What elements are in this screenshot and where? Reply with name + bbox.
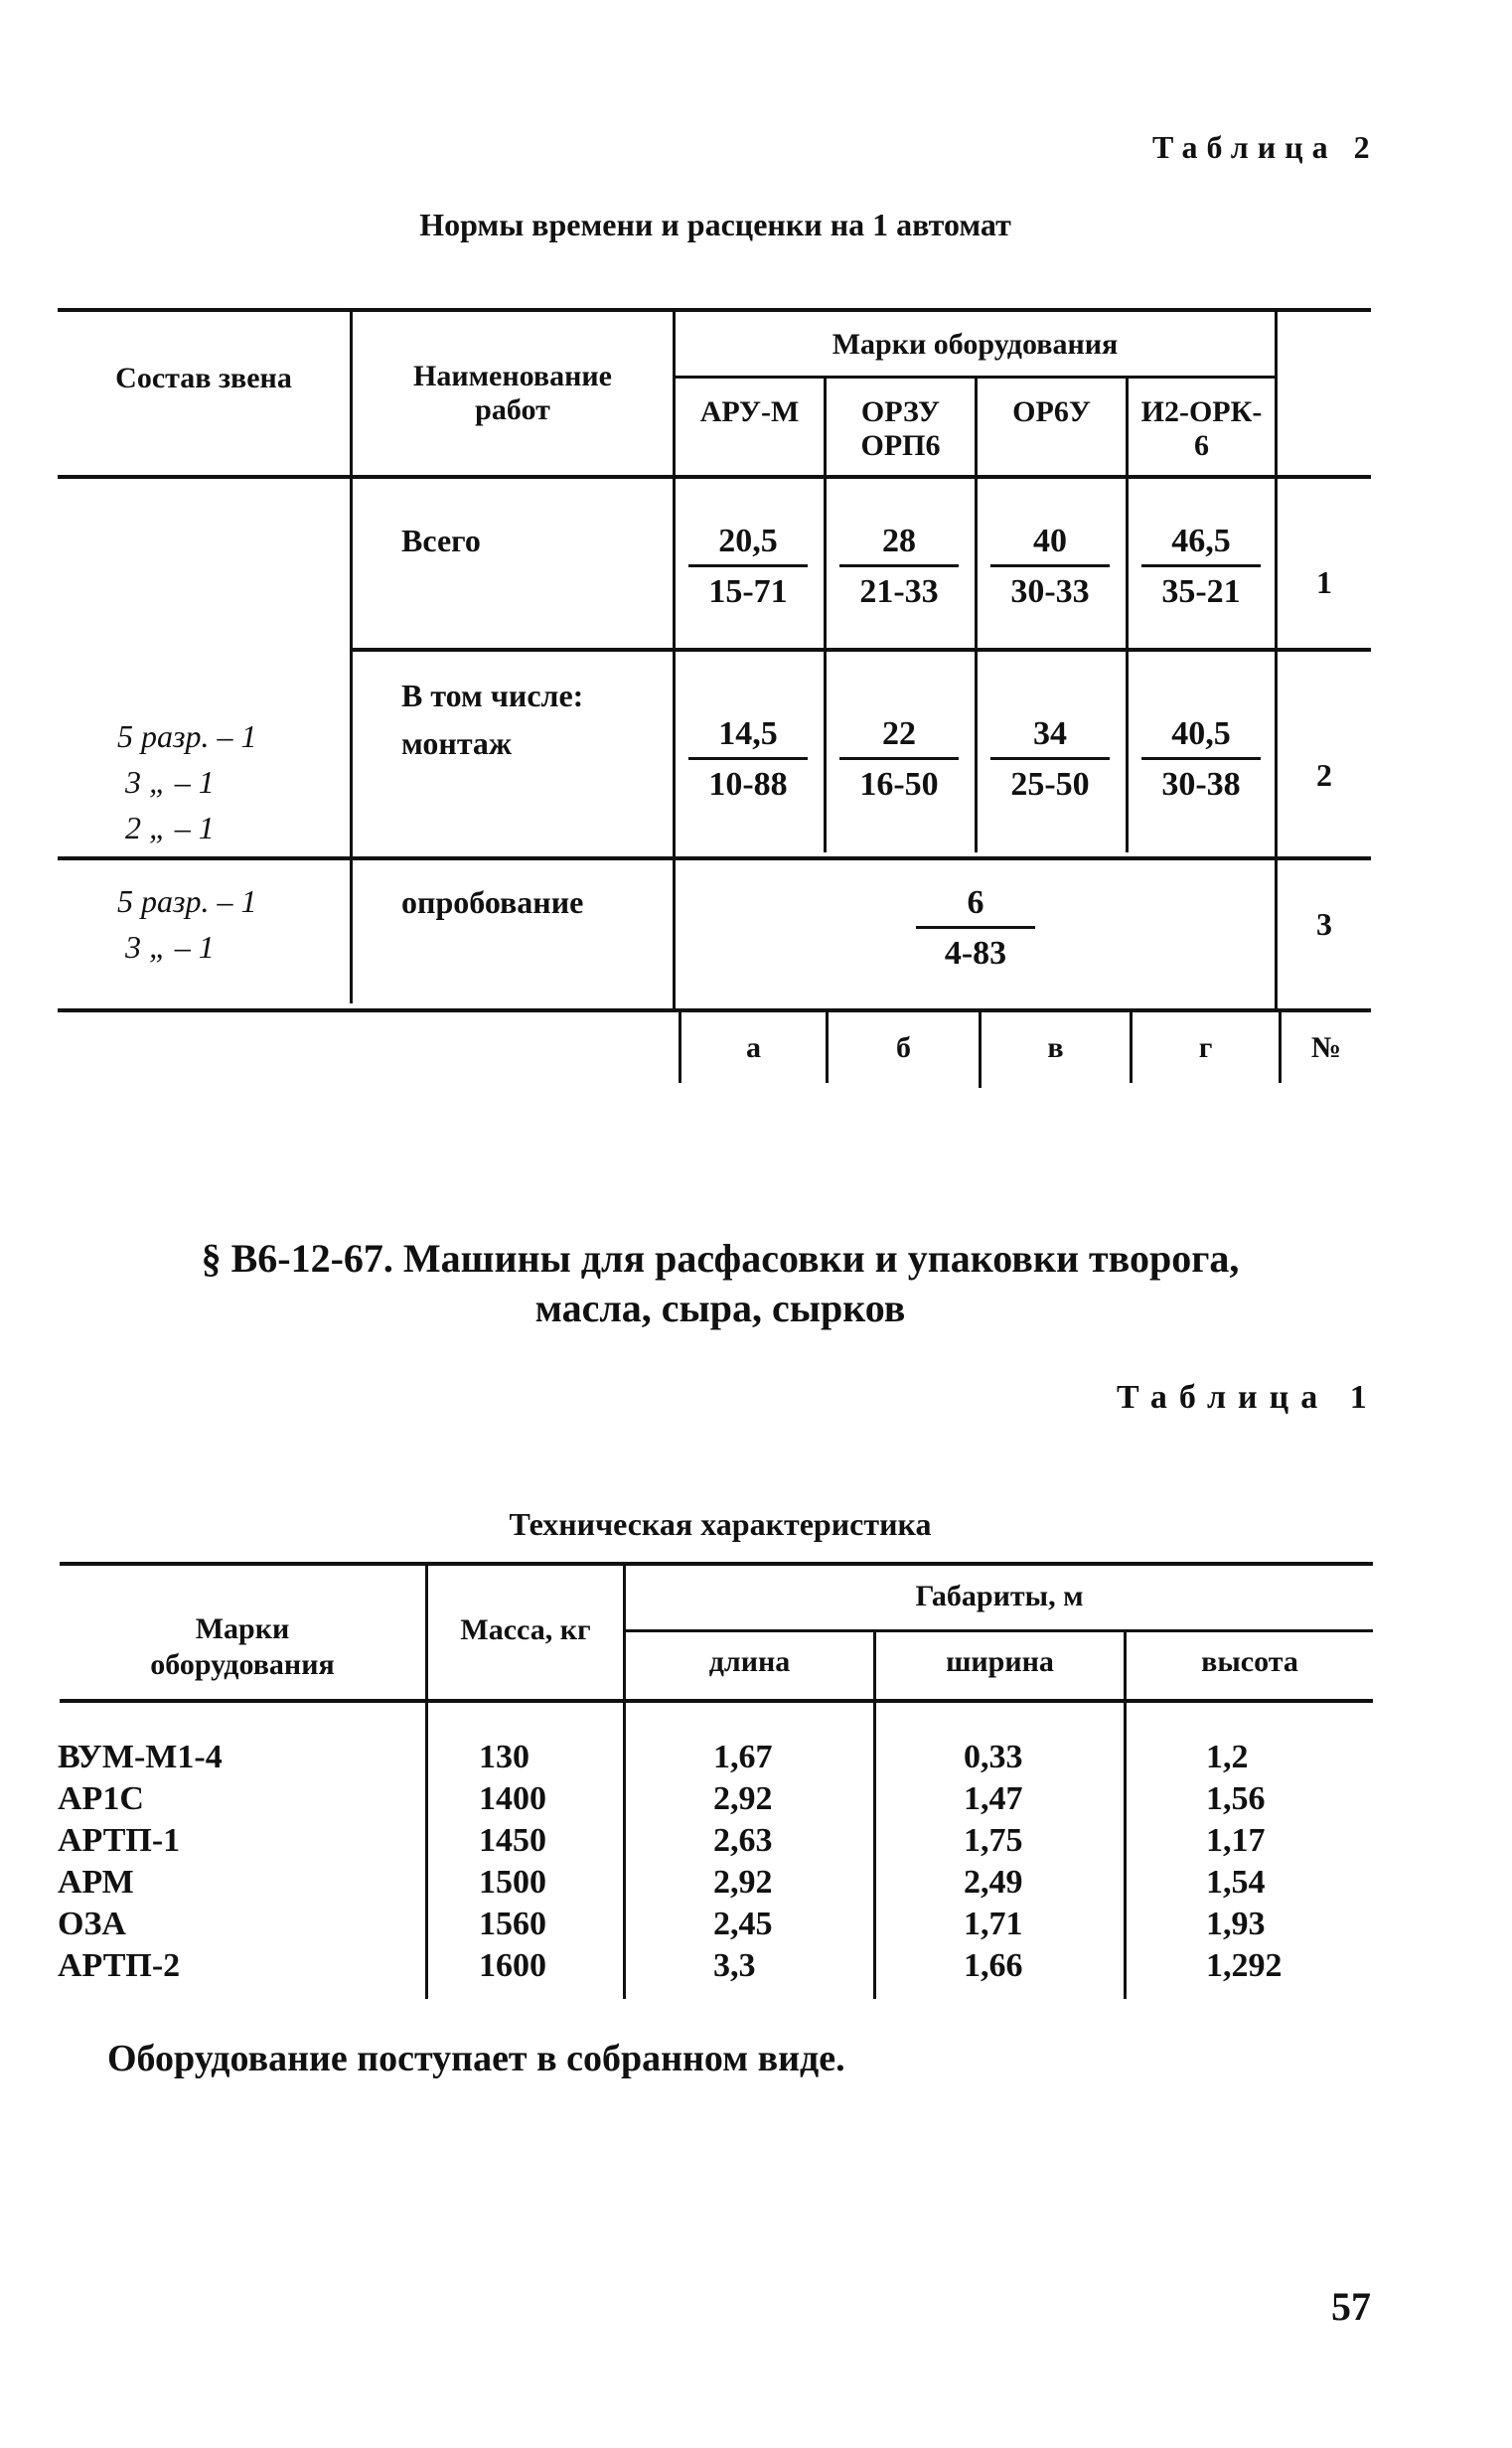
table-row [0,1862,1391,1904]
footer-col-number: № [1310,1031,1342,1064]
header-brand-line2: оборудования [150,1648,335,1681]
width-cell: 1,47 [964,1780,1023,1817]
header-brand [60,1611,425,1683]
mass-cell: 1450 [479,1822,546,1859]
table-row [0,1945,1391,1987]
row3-work: опробование [401,884,584,920]
row2-value-v-norm: 34 [1033,715,1067,752]
mass-cell: 130 [479,1739,529,1775]
header-work-name-line1: Наименование [413,360,612,392]
row3-number: 3 [1316,906,1332,942]
height-cell: 1,54 [1206,1864,1266,1901]
height-cell: 1,93 [1206,1906,1266,1942]
row2-value-v-rate: 25-50 [1010,766,1090,803]
header-brand-i2-ork [1129,395,1275,463]
row1-work: Всего [401,523,481,558]
brand-cell: ОЗА [58,1906,126,1942]
row1-value-v-rate: 30-33 [1010,573,1090,610]
row2-value-b-rate: 16-50 [859,766,939,803]
table-row [0,1737,1391,1778]
row2-value-g-norm: 40,5 [1171,715,1231,752]
brand-cell: ВУМ-М1-4 [58,1739,223,1775]
row1-value-g-rate: 35-21 [1161,573,1241,610]
row1-value-g [1132,525,1271,609]
note-text: Оборудование поступает в собранном виде. [107,2038,845,2079]
width-cell: 2,49 [964,1864,1023,1901]
header-equipment-group: Марки оборудования [832,328,1119,361]
row2-value-v [981,717,1120,802]
row3-value-norm: 6 [967,884,984,921]
row2-crew-line1: 5 разр. – 1 [117,718,257,754]
mass-cell: 1500 [479,1864,546,1901]
row3-value-rate: 4-83 [944,935,1007,972]
length-cell: 2,92 [713,1780,773,1817]
table1-title: Техническая характеристика [509,1506,932,1542]
table-row [0,1778,1391,1820]
row3-crew [117,878,256,970]
row1-value-a-rate: 15-71 [708,573,788,610]
footer-col-b: б [896,1031,911,1064]
table-row [0,1820,1391,1862]
row2-crew-line3: 2 „ – 1 [125,810,215,845]
table1-label: Таблица 1 [1117,1379,1379,1416]
row3-crew-line1: 5 разр. – 1 [117,883,257,919]
header-brand-orzu-line2: ОРП6 [860,429,941,462]
row1-number: 1 [1316,564,1332,600]
table2-title: Нормы времени и расценки на 1 автомат [419,207,1011,242]
header-height: высота [1201,1645,1298,1678]
header-brand-aru-m: АРУ-М [699,395,800,428]
header-brand-i2-ork-line1: И2-ОРК- [1140,395,1263,428]
brand-cell: АРТП-1 [58,1822,181,1859]
row2-work-line2: монтаж [401,725,513,761]
table-row [0,1904,1391,1945]
header-mass: Масса, кг [460,1613,591,1646]
header-brand-orzu-line1: ОРЗУ [860,395,941,428]
row1-value-v-norm: 40 [1033,523,1067,559]
row2-crew-line2: 3 „ – 1 [125,764,215,800]
row2-value-a-norm: 14,5 [718,715,778,752]
row2-value-g-rate: 30-38 [1161,766,1241,803]
table2-label: Таблица 2 [1152,129,1379,165]
row3-crew-line2: 3 „ – 1 [125,929,215,965]
section-title-line2: масла, сыра, сырков [534,1286,906,1330]
row2-crew [117,713,256,850]
height-cell: 1,2 [1206,1739,1249,1775]
section-title [0,1234,1440,1333]
mass-cell: 1560 [479,1906,546,1942]
row1-value-a-norm: 20,5 [718,523,778,559]
row2-work [401,672,583,767]
length-cell: 2,45 [713,1906,773,1942]
row2-value-a-rate: 10-88 [708,766,788,803]
row1-value-v [981,525,1120,609]
footer-col-a: а [746,1031,761,1064]
header-width: ширина [946,1645,1054,1678]
footer-col-g: г [1198,1031,1213,1064]
height-cell: 1,292 [1206,1947,1283,1984]
row1-value-b [830,525,969,609]
width-cell: 1,75 [964,1822,1023,1859]
footer-col-v: в [1047,1031,1064,1064]
row3-value [906,886,1045,971]
mass-cell: 1400 [479,1780,546,1817]
row2-value-b [830,717,969,802]
row1-value-b-norm: 28 [882,523,916,559]
height-cell: 1,56 [1206,1780,1266,1817]
row1-value-b-rate: 21-33 [859,573,939,610]
height-cell: 1,17 [1206,1822,1266,1859]
header-brand-line1: Марки [195,1612,290,1645]
header-brand-or6u: ОР6У [1012,395,1091,428]
width-cell: 1,66 [964,1947,1023,1984]
row2-value-a [679,717,818,802]
section-title-line1: § В6-12-67. Машины для расфасовки и упаковки творога, [201,1236,1240,1281]
row2-number: 2 [1316,757,1332,793]
row1-value-g-norm: 46,5 [1171,523,1231,559]
header-dims-group: Габариты, м [915,1580,1084,1612]
mass-cell: 1600 [479,1947,546,1984]
page-number: 57 [1331,2284,1371,2329]
row2-value-g [1132,717,1271,802]
width-cell: 1,71 [964,1906,1023,1942]
header-length: длина [708,1645,791,1678]
header-work-name-line2: работ [475,393,550,426]
header-work-name [353,360,673,427]
length-cell: 2,63 [713,1822,773,1859]
row1-value-a [679,525,818,609]
length-cell: 2,92 [713,1864,773,1901]
header-brand-orzu [827,395,975,463]
row2-work-line1: В том числе: [401,678,584,713]
brand-cell: АР1С [58,1780,144,1817]
brand-cell: АРТП-2 [58,1947,181,1984]
length-cell: 1,67 [713,1739,773,1775]
brand-cell: АРМ [58,1864,134,1901]
header-crew: Состав звена [115,362,292,394]
row2-value-b-norm: 22 [882,715,916,752]
length-cell: 3,3 [713,1947,756,1984]
header-brand-i2-ork-line2: 6 [1194,429,1209,462]
width-cell: 0,33 [964,1739,1023,1775]
